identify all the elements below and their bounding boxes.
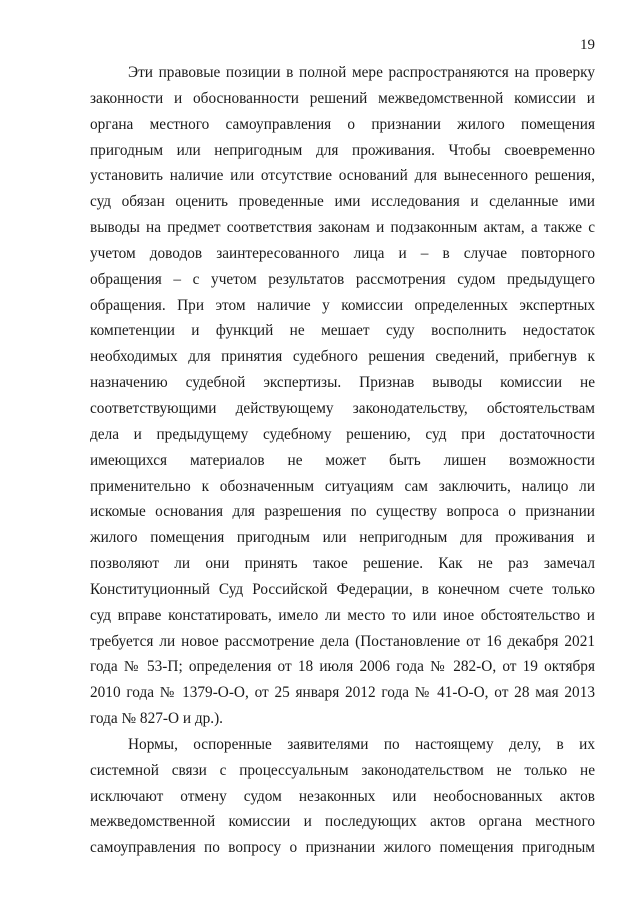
text-line: компетенции и функций не мешает суду восполнить недостаток — [90, 322, 595, 340]
text-line: дела и предыдущему судебному решению, суд при достаточности — [90, 425, 595, 443]
text-line: обращения – с учетом результатов рассмотрения судом предыдущего — [90, 270, 595, 288]
text-line: имеющихся материалов не может быть лишен возможности — [90, 451, 595, 469]
text-line: пригодным или непригодным для проживания. Чтобы своевременно — [90, 141, 595, 159]
text-line: позволяют ли они принять такое решение. Как не раз замечал — [90, 555, 595, 573]
text-line: суд обязан оценить проведенные ими исследования и сделанные ими — [90, 193, 595, 211]
text-line: назначению судебной экспертизы. Признав выводы комиссии не — [90, 374, 595, 392]
text-line: жилого помещения пригодным или непригодным для проживания и — [90, 529, 595, 547]
text-line: установить наличие или отсутствие оснований для вынесенного решения, — [90, 167, 595, 185]
text-line: года № 827-О и др.). — [90, 710, 224, 728]
text-line: обращения. При этом наличие у комиссии определенных экспертных — [90, 296, 595, 314]
text-line: исключают отмену судом незаконных или необоснованных актов — [90, 787, 595, 805]
text-line: требуется ли новое рассмотрение дела (Постановление от 16 декабря 2021 — [90, 632, 595, 650]
text-line: 2010 года № 1379-О-О, от 25 января 2012 года № 41-О-О, от 28 мая 2013 — [90, 684, 595, 702]
text-line: соответствующими действующему законодательству, обстоятельствам — [90, 399, 595, 417]
page-number: 19 — [580, 37, 595, 53]
body-text — [90, 60, 595, 861]
paragraph-2 — [90, 732, 595, 861]
text-line: необходимых для принятия судебного решения сведений, прибегнув к — [90, 348, 595, 366]
text-line: года № 53-П; определения от 18 июля 2006 года № 282-О, от 19 октября — [90, 658, 595, 676]
text-line: учетом доводов заинтересованного лица и – в случае повторного — [90, 244, 595, 262]
text-line: самоуправления по вопросу о признании жилого помещения пригодным — [90, 839, 595, 857]
text-line: Конституционный Суд Российской Федерации, в конечном счете только — [90, 580, 595, 598]
text-line: межведомственной комиссии и последующих актов органа местного — [90, 813, 595, 831]
text-line: законности и обоснованности решений межведомственной комиссии и — [90, 89, 595, 107]
text-line: искомые основания для разрешения по существу вопроса о признании — [90, 503, 595, 521]
text-line: применительно к обозначенным ситуациям сам заключить, налицо ли — [90, 477, 595, 495]
text-line: системной связи с процессуальным законодательством не только не — [90, 761, 595, 779]
text-line: выводы на предмет соответствия законам и подзаконным актам, а также с — [90, 219, 595, 237]
text-line: Эти правовые позиции в полной мере распространяются на проверку — [128, 64, 595, 81]
text-line: суд вправе констатировать, имело ли место то или иное обстоятельство и — [90, 606, 595, 624]
text-line: Нормы, оспоренные заявителями по настоящему делу, в их — [128, 735, 595, 753]
paragraph-1 — [90, 60, 595, 732]
text-line: органа местного самоуправления о признании жилого помещения — [90, 115, 595, 133]
